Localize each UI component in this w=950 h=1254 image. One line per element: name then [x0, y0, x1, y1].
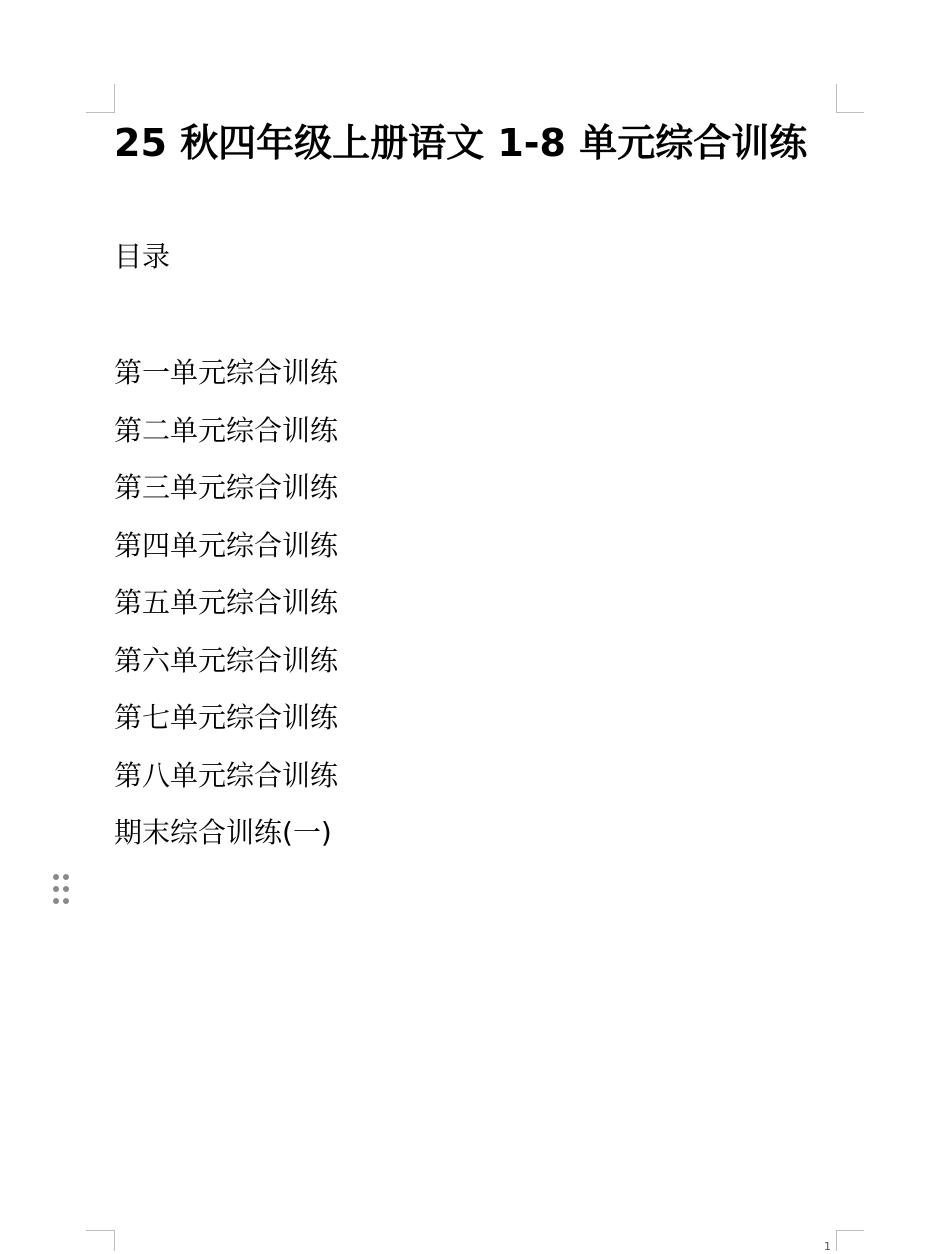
toc-item-unit-5[interactable]: 第五单元综合训练: [114, 586, 339, 619]
document-title: 25 秋四年级上册语文 1-8 单元综合训练: [114, 121, 808, 165]
toc-list: [114, 354, 338, 872]
page-number: 1: [824, 1240, 831, 1253]
toc-item-unit-7[interactable]: 第七单元综合训练: [114, 701, 339, 734]
drag-handle-icon[interactable]: [52, 874, 72, 906]
toc-item-unit-8[interactable]: 第八单元综合训练: [114, 758, 339, 792]
toc-item-unit-1[interactable]: 第一单元综合训练: [114, 356, 339, 389]
toc-item-unit-2[interactable]: 第二单元综合训练: [114, 413, 339, 447]
toc-item-unit-4[interactable]: 第四单元综合训练: [114, 528, 339, 562]
toc-item-final-1[interactable]: 期末综合训练(一): [114, 816, 332, 849]
toc-heading: 目录: [114, 240, 171, 273]
toc-item-unit-6[interactable]: 第六单元综合训练: [114, 643, 339, 677]
toc-item-unit-3[interactable]: 第三单元综合训练: [114, 471, 339, 504]
